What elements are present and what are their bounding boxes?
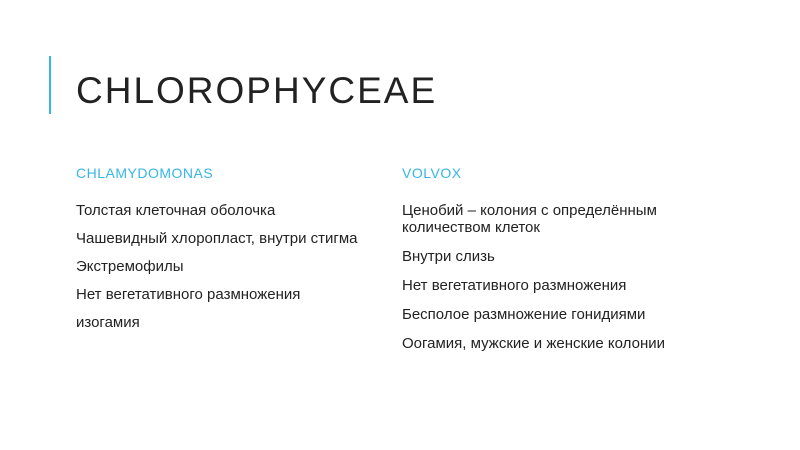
list-item: Оогамия, мужские и женские колонии — [402, 335, 665, 352]
column-heading: VOLVOX — [402, 165, 462, 181]
list-item: изогамия — [76, 314, 140, 331]
column-chlamydomonas — [76, 165, 391, 342]
list-item: Экстремофилы — [76, 258, 184, 275]
list-item: Ценобий – колония с определённым количеством клеток — [402, 202, 657, 236]
feature-list — [402, 202, 717, 352]
list-item: Толстая клеточная оболочка — [76, 202, 276, 219]
list-item: Нет вегетативного размножения — [402, 277, 627, 294]
slide-title: CHLOROPHYCEAE — [76, 70, 438, 111]
column-volvox — [402, 165, 717, 364]
list-item: Внутри слизь — [402, 248, 495, 265]
list-item: Нет вегетативного размножения — [76, 286, 301, 303]
column-heading: CHLAMYDOMONAS — [76, 165, 214, 181]
list-item: Бесполое размножение гонидиями — [402, 306, 646, 323]
feature-list — [76, 202, 391, 331]
title-accent-bar — [49, 56, 51, 114]
list-item: Чашевидный хлоропласт, внутри стигма — [76, 230, 358, 247]
